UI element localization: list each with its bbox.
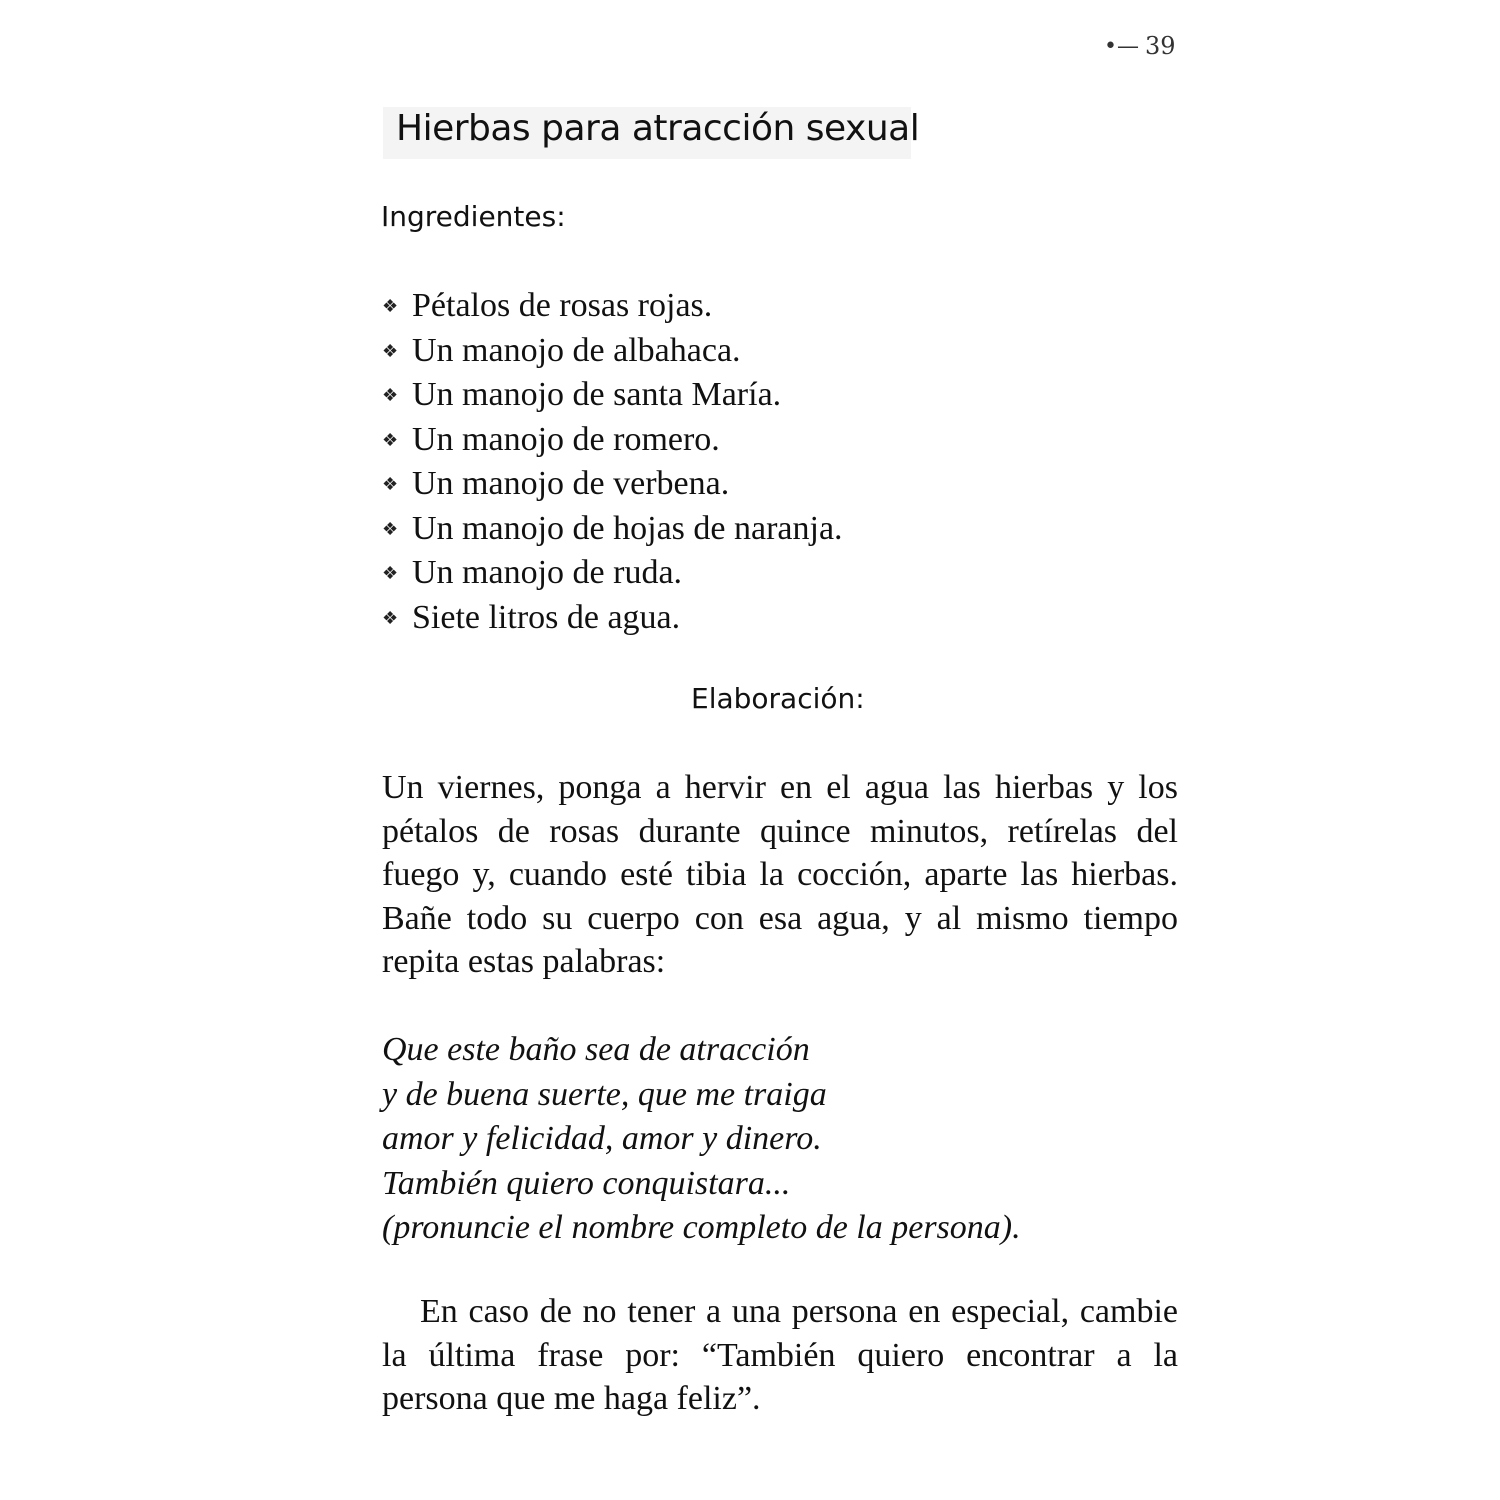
- ingredient-item: ❖ Un manojo de santa María.: [382, 373, 843, 418]
- ingredient-item: ❖ Un manojo de verbena.: [382, 462, 843, 507]
- page-number: [1104, 32, 1176, 60]
- ingredient-item: ❖ Un manojo de ruda.: [382, 551, 843, 596]
- ingredient-item: ❖ Siete litros de agua.: [382, 596, 843, 641]
- bullet-icon: ❖: [382, 607, 399, 628]
- bullet-icon: ❖: [382, 429, 399, 450]
- closing-paragraph: En caso de no tener a una persona en especial, cambie la última frase por: “También quiero encontrar a la persona que me haga feliz”.: [382, 1293, 1178, 1417]
- bullet-icon: ❖: [382, 296, 399, 316]
- incantation-verse: [382, 1028, 1021, 1251]
- verse-line: amor y felicidad, amor y dinero.: [382, 1120, 822, 1157]
- ingredient-item: ❖ Un manojo de romero.: [382, 418, 843, 463]
- elaboration-heading: Elaboración:: [691, 682, 865, 715]
- verse-line: y de buena suerte, que me traiga: [382, 1075, 827, 1113]
- verse-line: También quiero conquistara...: [382, 1164, 791, 1202]
- verse-line: (pronuncie el nombre completo de la persona).: [382, 1209, 1021, 1246]
- ingredient-item: ❖ Pétalos de rosas rojas.: [382, 284, 843, 329]
- dash-ornament-icon: •—: [1104, 33, 1139, 59]
- bullet-icon: ❖: [382, 340, 399, 361]
- ingredient-item: ❖ Un manojo de albahaca.: [382, 329, 843, 374]
- bullet-icon: ❖: [382, 474, 399, 494]
- bullet-icon: ❖: [382, 385, 399, 405]
- bullet-icon: ❖: [382, 563, 399, 583]
- ingredient-list: [382, 284, 843, 640]
- bullet-icon: ❖: [382, 518, 399, 539]
- page-number-value: 39: [1144, 32, 1176, 60]
- ingredients-heading: Ingredientes:: [381, 200, 566, 233]
- instructions-paragraph: Un viernes, ponga a hervir en el agua las hierbas y los pétalos de rosas durante quince minutos, retírelas del fuego y, cuando esté tibia la cocción, aparte las hierbas. Bañe todo su cuerpo con esa agua, y al mismo tiempo repita estas palabras:: [382, 769, 1178, 980]
- ingredient-item: ❖ Un manojo de hojas de naranja.: [382, 507, 843, 552]
- verse-line: Que este baño sea de atracción: [382, 1031, 810, 1068]
- recipe-title: Hierbas para atracción sexual: [396, 108, 920, 149]
